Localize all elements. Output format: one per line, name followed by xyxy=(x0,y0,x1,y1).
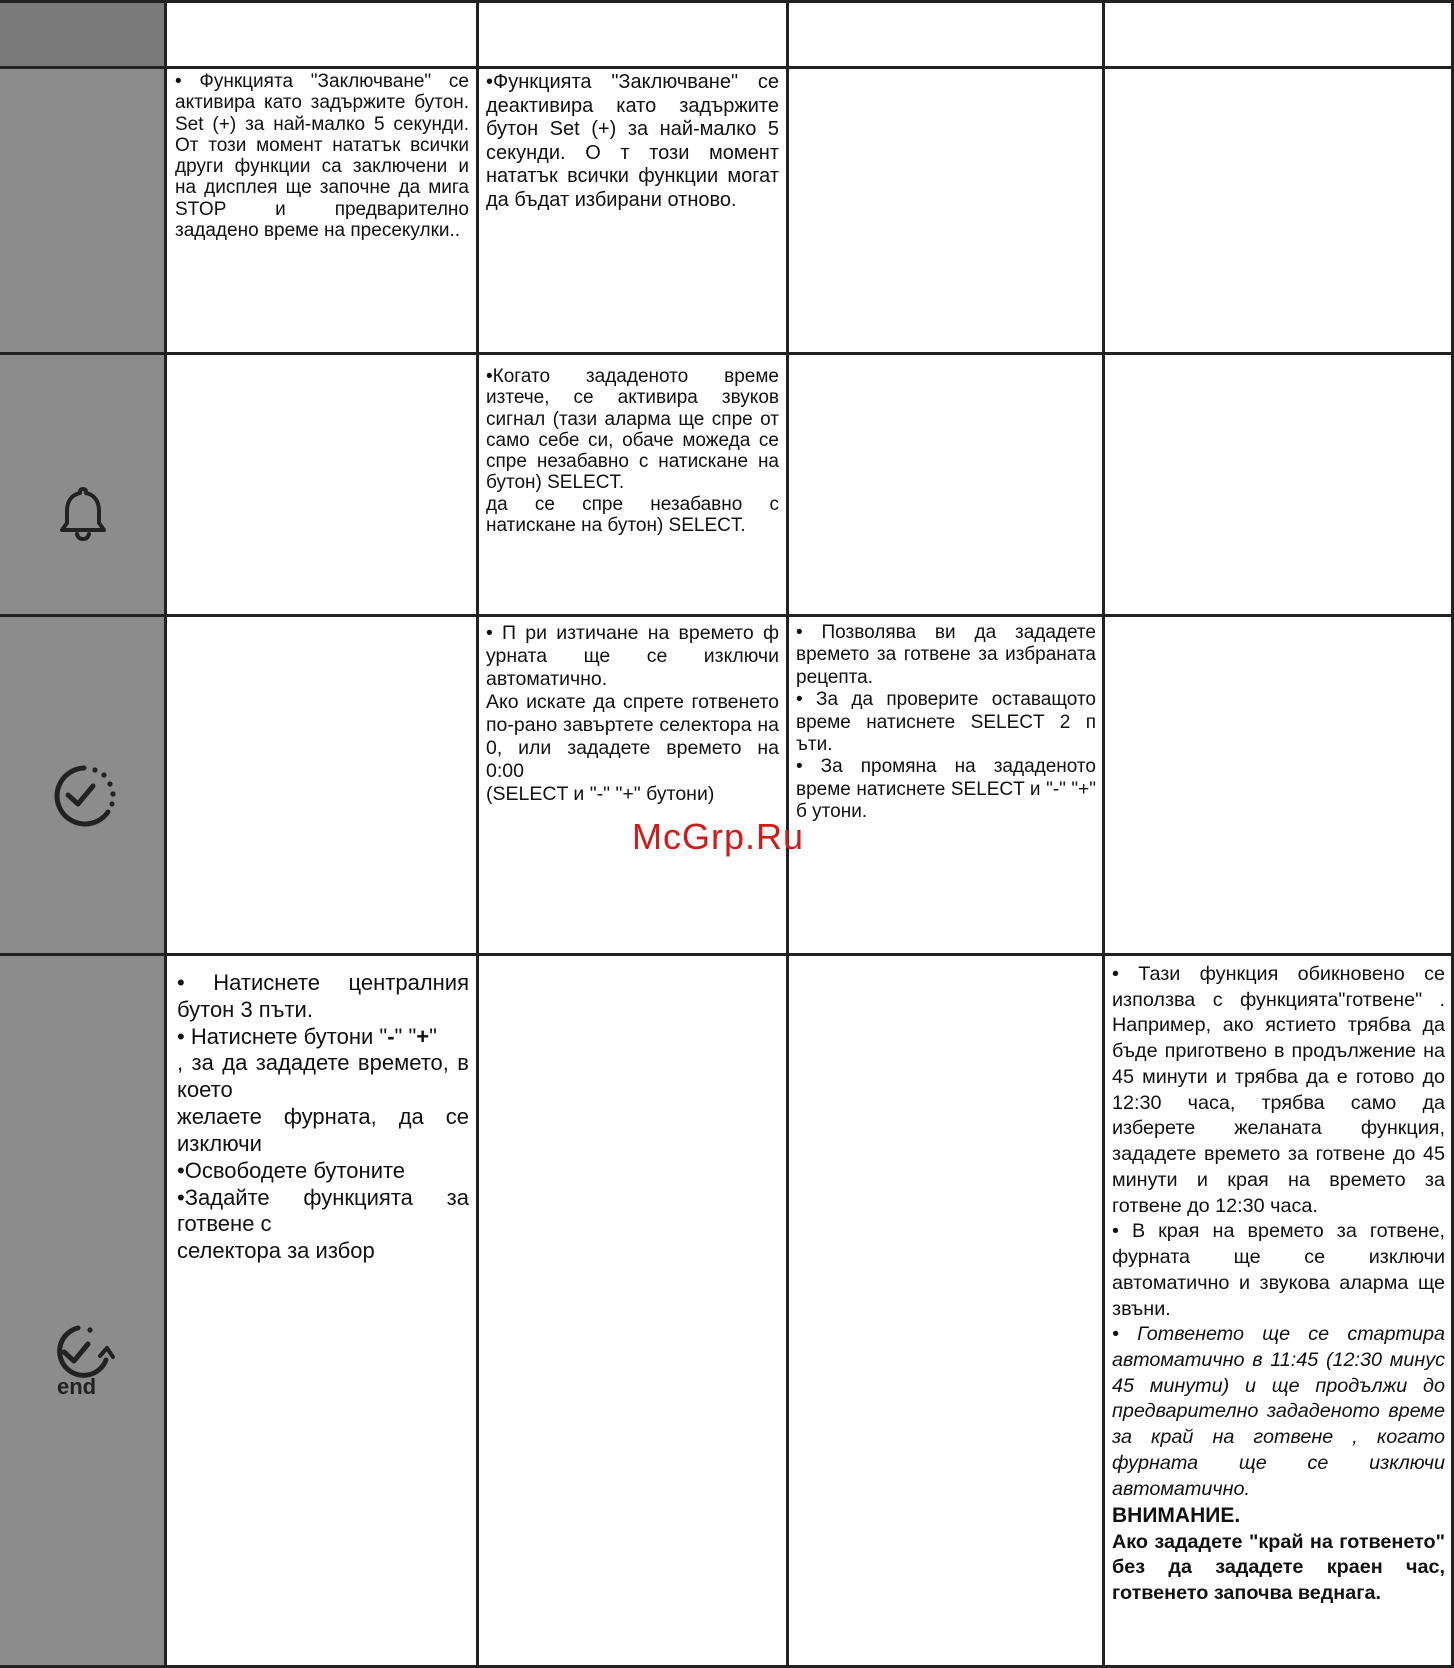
alarm-paragraph-2: да се спре незабавно с натискане на бутон) SELECT. xyxy=(486,493,779,536)
grid-line xyxy=(0,0,1454,3)
watermark: McGrp.Ru xyxy=(632,816,805,857)
bell-icon xyxy=(57,485,109,546)
grid-line xyxy=(0,953,1454,956)
lock-activate-text xyxy=(175,71,469,241)
end-col4-warning-title: ВНИМАНИЕ. xyxy=(1112,1504,1241,1528)
header-corner-cell xyxy=(0,0,165,67)
grid-line xyxy=(0,66,1454,69)
timer-col3-text xyxy=(796,622,1096,824)
end-col1-paragraph-1: • Натиснете централния бутон 3 пъти. xyxy=(177,970,469,1022)
timer-col2-paragraph-2: Ако искате да спрете готвенето по-рано завъртете селектора на 0, или зададете времето на 0:00 xyxy=(486,691,779,782)
grid-line xyxy=(1102,0,1105,1668)
end-icon-label: end xyxy=(57,1374,97,1399)
end-col1-paragraph-2: • Натиснете бутони "-" "+" xyxy=(177,1023,437,1049)
end-col1-paragraph-3: , за да зададете времето, в което xyxy=(177,1050,469,1103)
timer-col3-paragraph-2: • За да проверите оставащото време натиснете SELECT 2 п ъти. xyxy=(796,689,1096,756)
lock-deactivate-paragraph: •Функцията "Заключване" се деактивира като задържите бутон Set (+) за най-малко 5 секунди. О т този момент нататък всички функции могат да бъдат избирани отново. xyxy=(486,71,779,211)
timer-col2-paragraph-3: (SELECT и "-" "+" бутони) xyxy=(486,783,715,805)
end-col1-paragraph-4: желаете фурната, да се изключи xyxy=(177,1104,469,1156)
grid-line xyxy=(0,614,1454,617)
grid-line xyxy=(476,0,479,1668)
end-col1-paragraph-7: селектора за избор xyxy=(177,1238,375,1264)
alarm-paragraph-1: •Когато зададеното време изтече, се активира звуков сигнал (тази аларма ще спре от само себе си, обаче можеда се спре незабавно с натискане на бутон) SELECT. xyxy=(486,366,779,494)
grid-line xyxy=(164,0,167,1668)
end-col4-text xyxy=(1112,962,1445,1607)
lock-deactivate-text xyxy=(486,71,779,213)
end-col1-paragraph-5: •Освободете бутоните xyxy=(177,1157,406,1183)
timer-col2-paragraph-1: • П ри изтичане на времето ф урната ще се изключи автоматично. xyxy=(486,622,779,690)
timer-col3-paragraph-3: • За промяна на зададеното време натиснете SELECT и "-" "+" б утони. xyxy=(796,756,1096,823)
timer-check-icon xyxy=(50,762,120,837)
end-col4-warning-text: Ако зададете "край на готвенето" без да зададете краен час, готвенето започва веднага. xyxy=(1112,1530,1445,1605)
end-col4-paragraph-1: • Тази функция обикновено се използва с функцията"готвене" . Например, ако ястието трябва да бъде приготвено в продължение на 45 минути и трябва да е готово до 12:30 часа, трябва само да изберете желаната функция, зададете времето за готвене до 45 минути и края на времето за готвене до 12:30 часа. xyxy=(1112,963,1445,1217)
timer-col3-paragraph-1: • Позволява ви да зададете времето за готвене за избраната рецепта. xyxy=(796,622,1096,688)
grid-line xyxy=(0,352,1454,355)
end-col4-paragraph-3: • Готвенето ще се стартира автоматично в 11:45 (12:30 минус 45 минути) и ще продължи до предварително зададеното време за край на готвене , когато фурната ще се изключи автоматично. xyxy=(1112,1323,1445,1500)
end-col1-text xyxy=(177,970,469,1265)
timer-col2-text xyxy=(486,622,779,806)
end-col1-paragraph-6: •Задайте функцията за готвене с xyxy=(177,1184,469,1237)
end-col4-paragraph-2: • В края на времето за готвене, фурната ще се изключи автоматично и звукова аларма ще звъни. xyxy=(1112,1220,1445,1320)
lock-activate-paragraph: • Функцията "Заключване" се активира като задържите бутон. Set (+) за най-малко 5 секунди. От този момент нататък всички други функции са заключени и на дисплея ще започне да мига STOP и предварително зададено време на пресекулки.. xyxy=(175,71,469,241)
alarm-text xyxy=(486,366,779,536)
